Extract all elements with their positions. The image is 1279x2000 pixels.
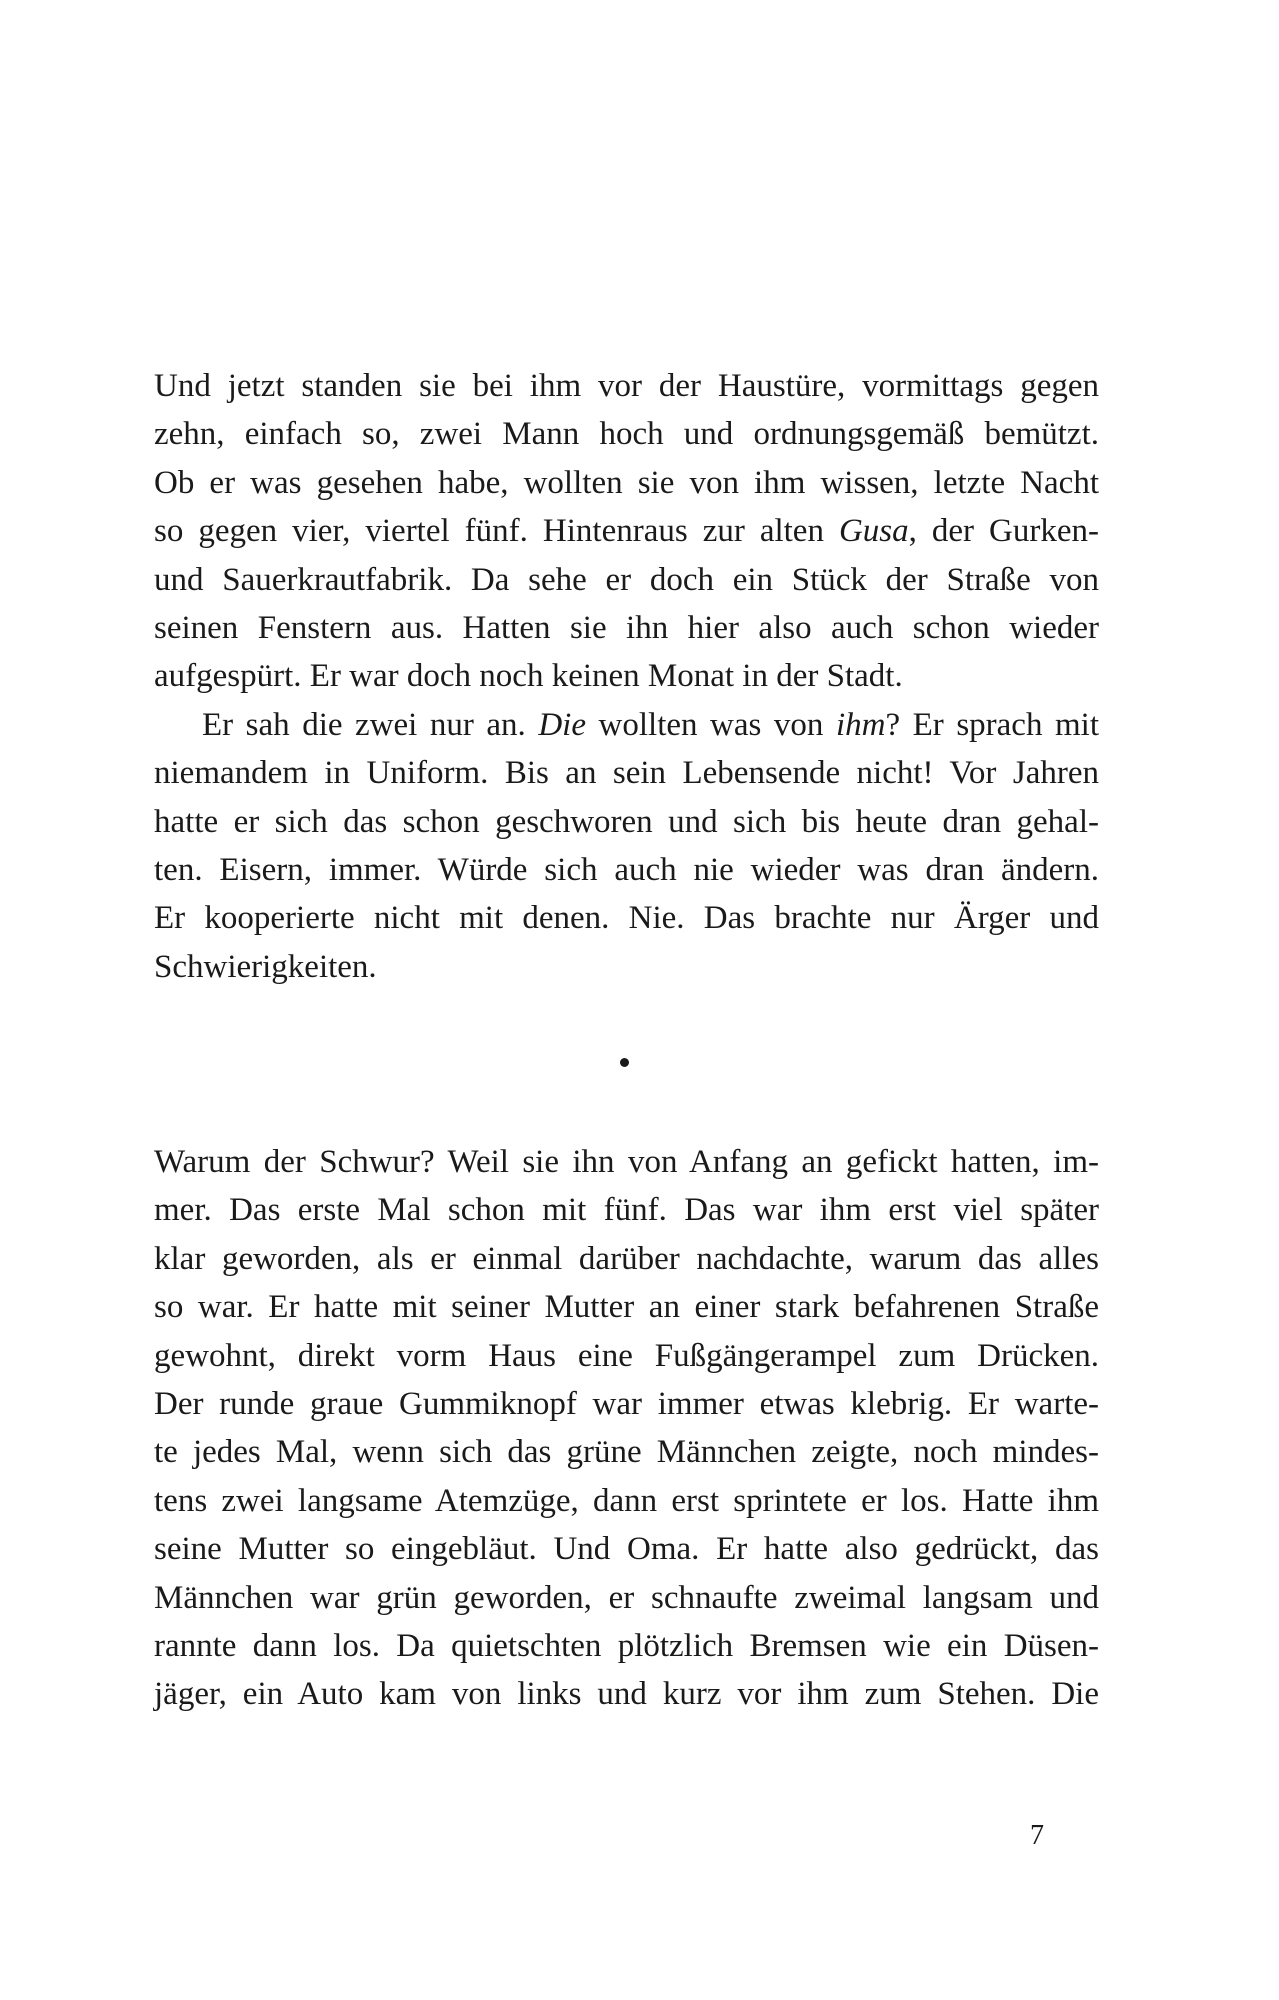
- text-line: mer. Das erste Mal schon mit fünf. Das war ihm erst viel später: [154, 1192, 1099, 1229]
- section-separator-dot: [620, 1058, 629, 1067]
- text-line: tens zwei langsame Atemzüge, dann erst sprintete er los. Hatte ihm: [154, 1482, 1099, 1519]
- text-segment: Er sah die zwei nur an.: [202, 706, 539, 743]
- text-line: zehn, einfach so, zwei Mann hoch und ordnungsgemäß bemützt.: [154, 416, 1099, 453]
- text-line: Männchen war grün geworden, er schnaufte zweimal langsam und: [154, 1579, 1099, 1616]
- italic-word: Die: [538, 706, 586, 743]
- text-line: te jedes Mal, wenn sich das grüne Männchen zeigte, noch mindes-: [154, 1434, 1099, 1471]
- text-line: Warum der Schwur? Weil sie ihn von Anfang an gefickt hatten, im-: [154, 1144, 1099, 1180]
- text-line: ten. Eisern, immer. Würde sich auch nie wieder was dran ändern.: [154, 851, 1099, 888]
- text-line: Ob er was gesehen habe, wollten sie von ihm wissen, letzte Nacht: [154, 464, 1099, 501]
- text-line: Der runde graue Gummiknopf war immer etwas klebrig. Er warte-: [154, 1385, 1099, 1422]
- italic-word: ihm: [835, 706, 886, 743]
- text-segment: , der Gurken-: [908, 513, 1100, 550]
- section-1-paragraphs: [154, 362, 1099, 991]
- text-line: aufgespürt. Er war doch noch keinen Monat in der Stadt.: [154, 658, 903, 695]
- italic-word: Gusa: [838, 513, 909, 550]
- text-line: rannte dann los. Da quietschten plötzlich Bremsen wie ein Düsen-: [154, 1627, 1099, 1664]
- text-segment: wollten was von: [586, 706, 836, 743]
- text-line: jäger, ein Auto kam von links und kurz vor ihm zum Stehen. Die: [154, 1676, 1099, 1713]
- text-line: seine Mutter so eingebläut. Und Oma. Er hatte also gedrückt, das: [154, 1531, 1099, 1568]
- text-segment: so gegen vier, viertel fünf. Hintenraus zur alten: [154, 513, 839, 550]
- text-line: und Sauerkrautfabrik. Da sehe er doch ein Stück der Straße von: [154, 561, 1099, 598]
- text-line: Er kooperierte nicht mit denen. Nie. Das brachte nur Ärger und: [154, 900, 1099, 937]
- text-line: gewohnt, direkt vorm Haus eine Fußgängerampel zum Drücken.: [154, 1337, 1099, 1374]
- text-line: hatte er sich das schon geschworen und sich bis heute dran gehal-: [154, 803, 1099, 840]
- text-line: [154, 701, 1099, 749]
- text-line: Und jetzt standen sie bei ihm vor der Haustüre, vormittags gegen: [154, 368, 1099, 404]
- text-line: Schwierigkeiten.: [154, 948, 377, 985]
- text-line: niemandem in Uniform. Bis an sein Lebensende nicht! Vor Jahren: [154, 755, 1099, 792]
- text-line: klar geworden, als er einmal darüber nachdachte, warum das alles: [154, 1240, 1099, 1277]
- page-number: 7: [1030, 1820, 1044, 1851]
- text-line: seinen Fenstern aus. Hatten sie ihn hier also auch schon wieder: [154, 609, 1099, 646]
- text-line: so war. Er hatte mit seiner Mutter an einer stark befahrenen Straße: [154, 1289, 1099, 1326]
- section-2-paragraph: [154, 1138, 1099, 1719]
- text-line: [154, 507, 1099, 555]
- text-segment: ? Er sprach mit: [885, 706, 1099, 743]
